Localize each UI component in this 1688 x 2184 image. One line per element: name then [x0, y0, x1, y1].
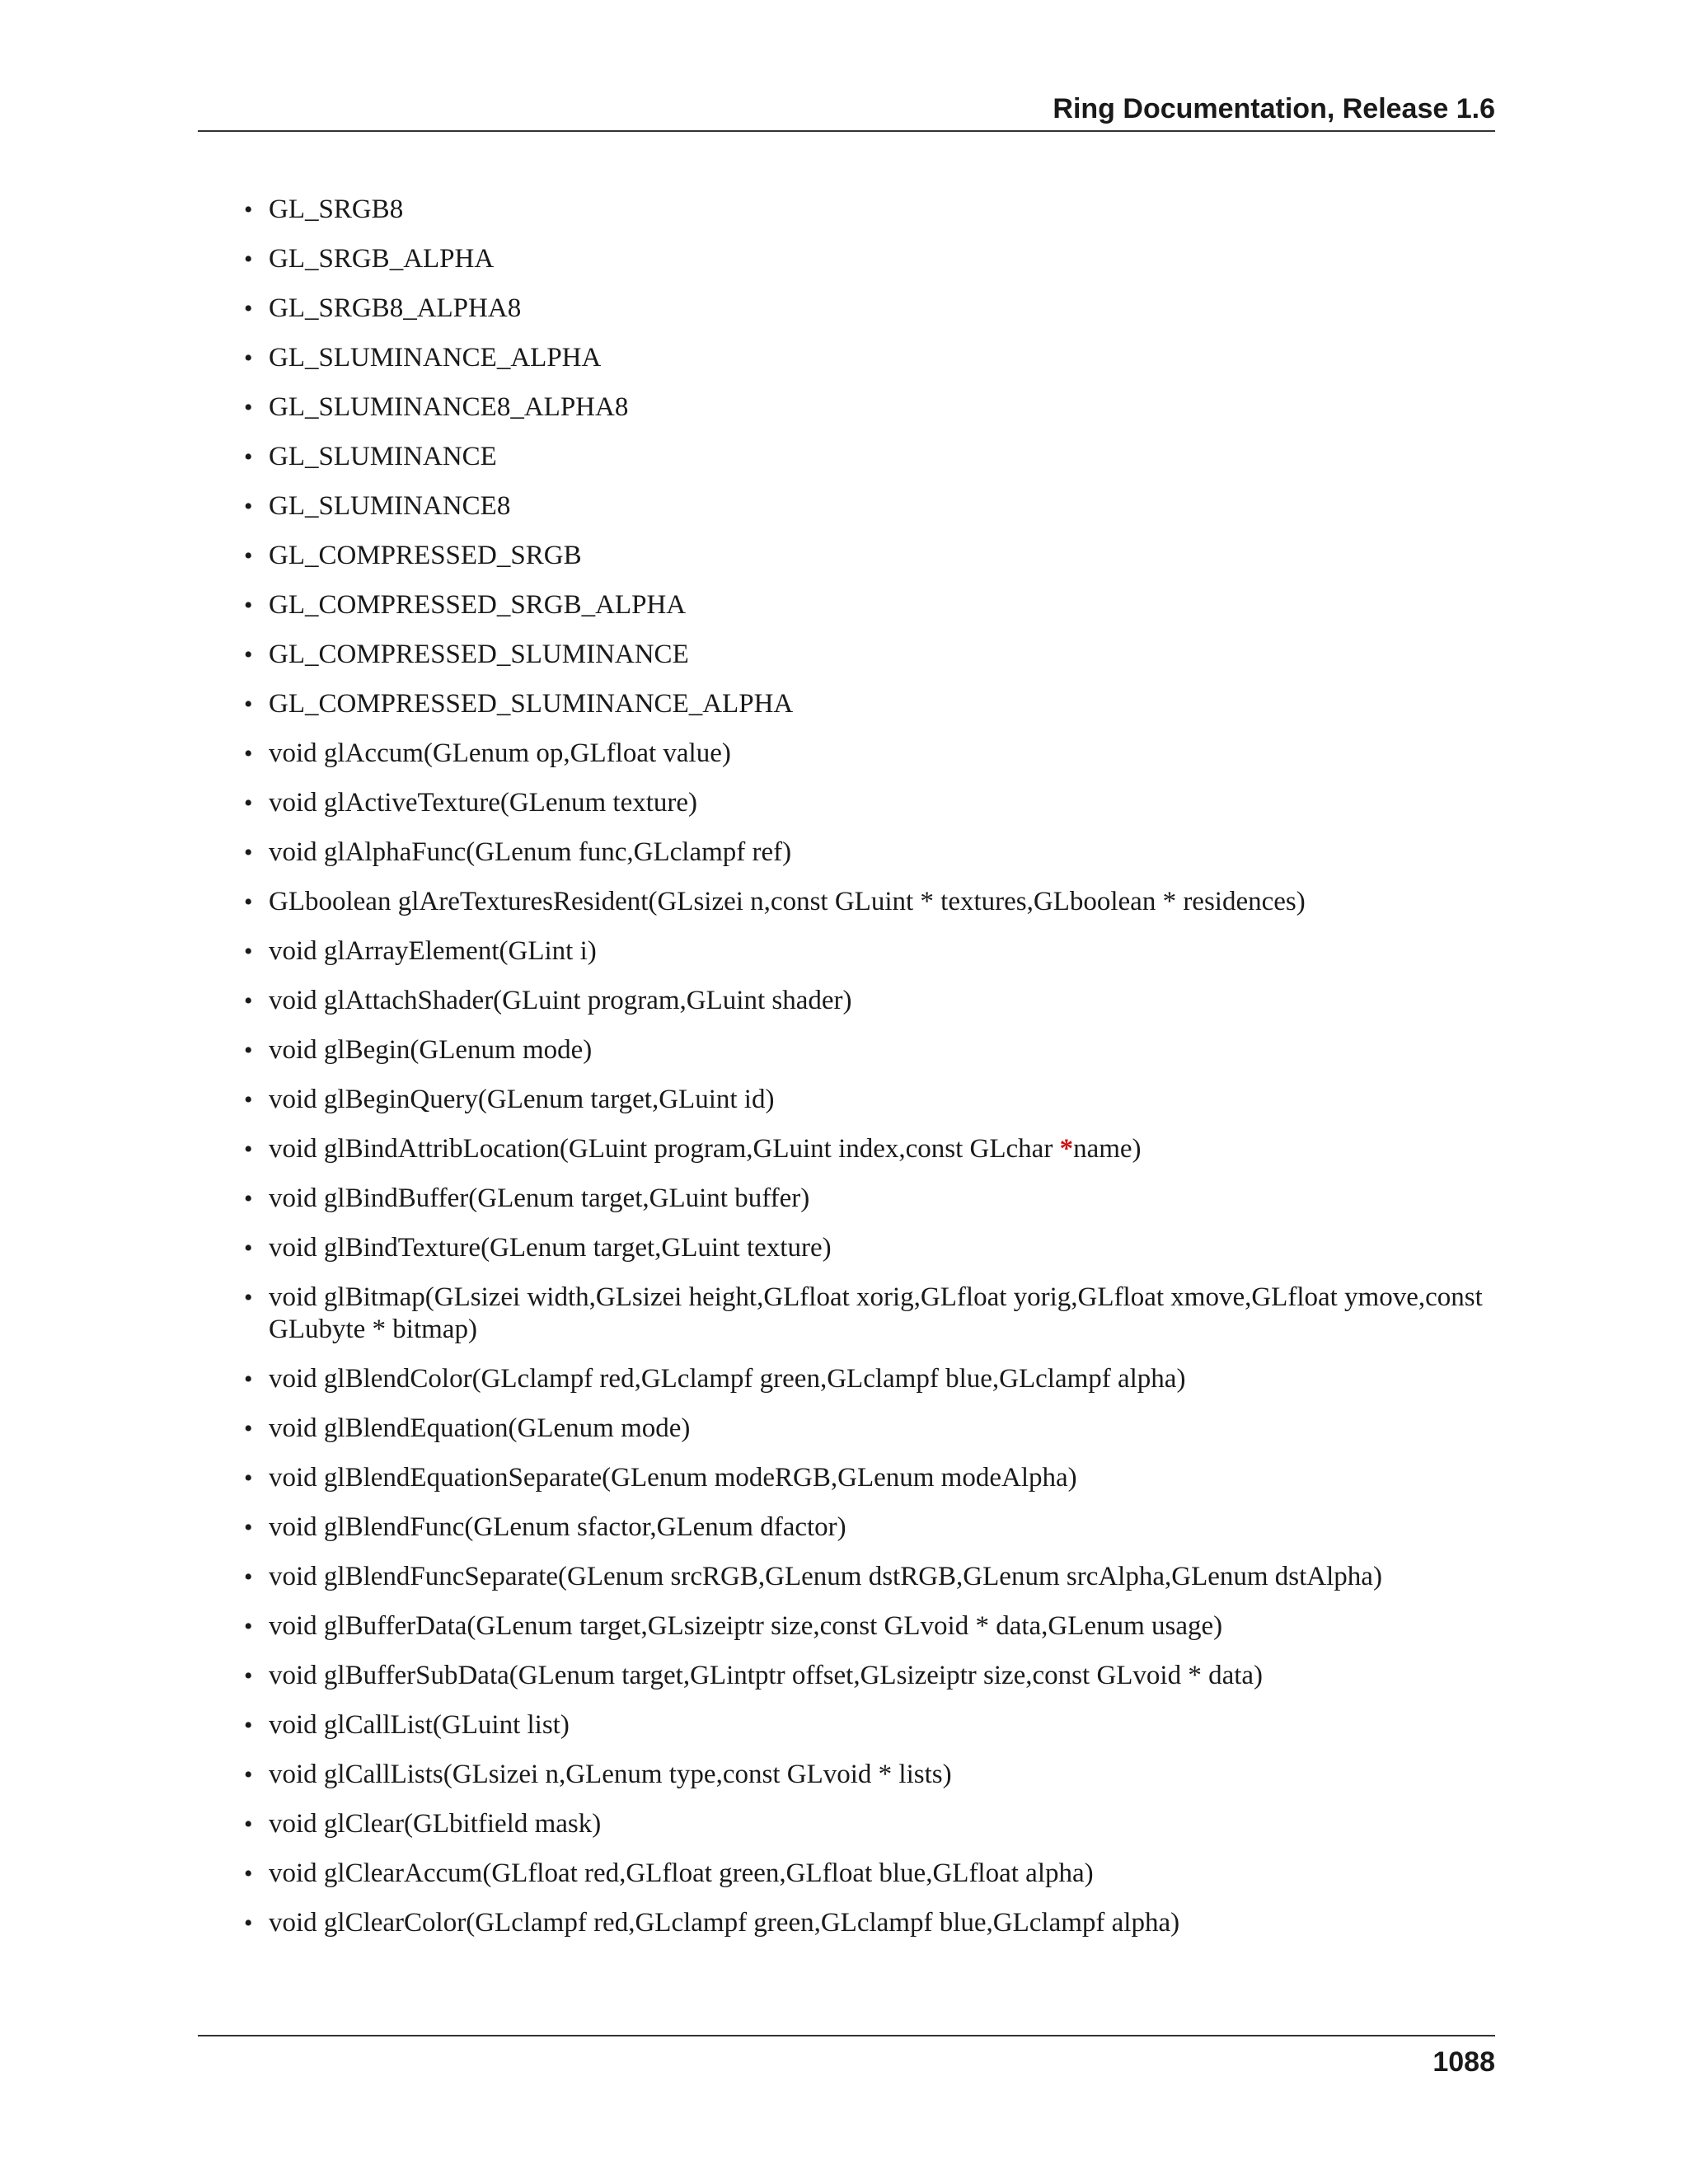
- list-item-text-before: void glBindAttribLocation(GLuint program,GLuint index,const GLchar: [269, 1134, 1060, 1164]
- list-item: [244, 1907, 1497, 1957]
- list-item: [244, 935, 1497, 985]
- bullet-icon: •: [244, 938, 253, 965]
- list-item-text: void glClearAccum(GLfloat red,GLfloat green,GLfloat blue,GLfloat alpha): [269, 1858, 1094, 1888]
- list-item-text: GL_SRGB8_ALPHA8: [269, 293, 522, 323]
- bullet-icon: •: [244, 1235, 253, 1262]
- list-item-text-after: name): [1073, 1134, 1142, 1164]
- list-item-text: void glBindBuffer(GLenum target,GLuint buffer): [269, 1183, 810, 1213]
- list-item-text: void glBlendFunc(GLenum sfactor,GLenum dfactor): [269, 1512, 846, 1542]
- bullet-icon: •: [244, 1761, 253, 1788]
- bullet-icon: •: [244, 839, 253, 866]
- header-divider: [198, 130, 1495, 132]
- list-item-text: void glAccum(GLenum op,GLfloat value): [269, 738, 731, 768]
- list-item-text: void glBeginQuery(GLenum target,GLuint id): [269, 1085, 775, 1114]
- bullet-icon: •: [244, 592, 253, 619]
- bullet-icon: •: [244, 1284, 253, 1311]
- list-item: [244, 243, 1497, 293]
- list-item: [244, 1759, 1497, 1808]
- list-item-text: void glCallLists(GLsizei n,GLenum type,const GLvoid * lists): [269, 1760, 952, 1789]
- bullet-icon: •: [244, 443, 253, 471]
- bullet-icon: •: [244, 1415, 253, 1442]
- list-item-text: void glClear(GLbitfield mask): [269, 1809, 602, 1839]
- bullet-icon: •: [244, 740, 253, 767]
- list-item: [244, 837, 1497, 886]
- page-number: 1088: [1432, 2046, 1495, 2078]
- list-item: [244, 886, 1497, 935]
- bullet-icon: •: [244, 1366, 253, 1393]
- bullet-icon: •: [244, 888, 253, 916]
- list-item: [244, 738, 1497, 787]
- list-item: [244, 639, 1497, 688]
- page-header-title: Ring Documentation, Release 1.6: [1053, 93, 1495, 124]
- list-item-text: void glBufferData(GLenum target,GLsizeiptr size,const GLvoid * data,GLenum usage): [269, 1611, 1223, 1641]
- bullet-icon: •: [244, 1037, 253, 1064]
- list-item-text: void glBlendEquationSeparate(GLenum modeRGB,GLenum modeAlpha): [269, 1463, 1077, 1493]
- list-item-text: void glBindTexture(GLenum target,GLuint texture): [269, 1233, 832, 1263]
- list-item: [244, 985, 1497, 1034]
- bullet-icon: •: [244, 1613, 253, 1640]
- list-item-text: void glBufferSubData(GLenum target,GLintptr offset,GLsizeiptr size,const GLvoid * data): [269, 1661, 1264, 1690]
- list-item-text: void glActiveTexture(GLenum texture): [269, 788, 698, 818]
- list-item: [244, 1232, 1497, 1282]
- list-item-text: void glBlendEquation(GLenum mode): [269, 1413, 691, 1443]
- api-list: [244, 194, 1497, 1957]
- list-item-text: GL_SLUMINANCE: [269, 442, 497, 471]
- bullet-icon: •: [244, 641, 253, 668]
- list-item-text: GL_COMPRESSED_SLUMINANCE_ALPHA: [269, 689, 794, 719]
- list-item: [244, 1808, 1497, 1858]
- list-item: [244, 1133, 1497, 1183]
- list-item: [244, 787, 1497, 837]
- list-item-text: GL_SRGB8: [269, 194, 404, 224]
- list-item: [244, 1413, 1497, 1462]
- list-item: [244, 490, 1497, 540]
- list-item-text: void glBlendColor(GLclampf red,GLclampf green,GLclampf blue,GLclampf alpha): [269, 1364, 1186, 1394]
- bullet-icon: •: [244, 542, 253, 569]
- bullet-icon: •: [244, 295, 253, 322]
- list-item-text: void glBegin(GLenum mode): [269, 1035, 593, 1065]
- bullet-icon: •: [244, 1185, 253, 1212]
- list-item: [244, 688, 1497, 738]
- bullet-icon: •: [244, 394, 253, 421]
- list-item: [244, 293, 1497, 342]
- list-item-text: void glAlphaFunc(GLenum func,GLclampf ref): [269, 837, 792, 867]
- list-item: [244, 1858, 1497, 1907]
- list-item: [244, 1183, 1497, 1232]
- list-item: [244, 1660, 1497, 1709]
- bullet-icon: •: [244, 1563, 253, 1591]
- bullet-icon: •: [244, 1860, 253, 1887]
- list-item-text: GL_SLUMINANCE8_ALPHA8: [269, 392, 629, 422]
- bullet-icon: •: [244, 1514, 253, 1541]
- list-item-text: GLboolean glAreTexturesResident(GLsizei n,const GLuint * textures,GLboolean * residences): [269, 887, 1306, 916]
- list-item: [244, 391, 1497, 441]
- list-item: [244, 342, 1497, 391]
- list-item-text: GL_COMPRESSED_SRGB_ALPHA: [269, 590, 687, 620]
- list-item: [244, 194, 1497, 243]
- list-item-text: GL_COMPRESSED_SRGB: [269, 541, 582, 570]
- list-item: [244, 1084, 1497, 1133]
- bullet-icon: •: [244, 493, 253, 520]
- bullet-icon: •: [244, 987, 253, 1015]
- list-item: [244, 1363, 1497, 1413]
- bullet-icon: •: [244, 246, 253, 273]
- list-item: [244, 1561, 1497, 1610]
- list-item-text: GL_SLUMINANCE_ALPHA: [269, 343, 602, 373]
- bullet-icon: •: [244, 1910, 253, 1937]
- list-item-text: GL_COMPRESSED_SLUMINANCE: [269, 640, 689, 669]
- list-item-text: void glArrayElement(GLint i): [269, 936, 597, 966]
- footer-divider: [198, 2035, 1495, 2036]
- list-item: [244, 1282, 1497, 1363]
- list-item: [244, 1511, 1497, 1561]
- list-item-text: void glAttachShader(GLuint program,GLuint shader): [269, 986, 852, 1015]
- list-item: [244, 1462, 1497, 1511]
- bullet-icon: •: [244, 1086, 253, 1113]
- list-item-text: void glCallList(GLuint list): [269, 1710, 570, 1740]
- list-item: [244, 441, 1497, 490]
- list-item: [244, 1034, 1497, 1084]
- list-item-text: GL_SLUMINANCE8: [269, 491, 511, 521]
- bullet-icon: •: [244, 691, 253, 718]
- list-item: [244, 1610, 1497, 1660]
- bullet-icon: •: [244, 344, 253, 372]
- bullet-icon: •: [244, 790, 253, 817]
- list-item-text: void glClearColor(GLclampf red,GLclampf green,GLclampf blue,GLclampf alpha): [269, 1908, 1180, 1938]
- bullet-icon: •: [244, 1465, 253, 1492]
- bullet-icon: •: [244, 1662, 253, 1690]
- bullet-icon: •: [244, 1811, 253, 1838]
- highlighted-asterisk: *: [1059, 1134, 1074, 1164]
- list-item-text: void glBlendFuncSeparate(GLenum srcRGB,GLenum dstRGB,GLenum srcAlpha,GLenum dstAlpha): [269, 1562, 1382, 1591]
- list-item: [244, 540, 1497, 589]
- list-item: [244, 1709, 1497, 1759]
- list-item: [244, 589, 1497, 639]
- list-item-text: GL_SRGB_ALPHA: [269, 244, 495, 274]
- bullet-icon: •: [244, 1712, 253, 1739]
- list-item-text: [269, 1134, 1142, 1164]
- bullet-icon: •: [244, 196, 253, 223]
- bullet-icon: •: [244, 1136, 253, 1163]
- list-item-text: void glBitmap(GLsizei width,GLsizei height,GLfloat xorig,GLfloat yorig,GLfloat xmove,GLfloat ymove,const GLubyte * bitmap): [269, 1282, 1483, 1344]
